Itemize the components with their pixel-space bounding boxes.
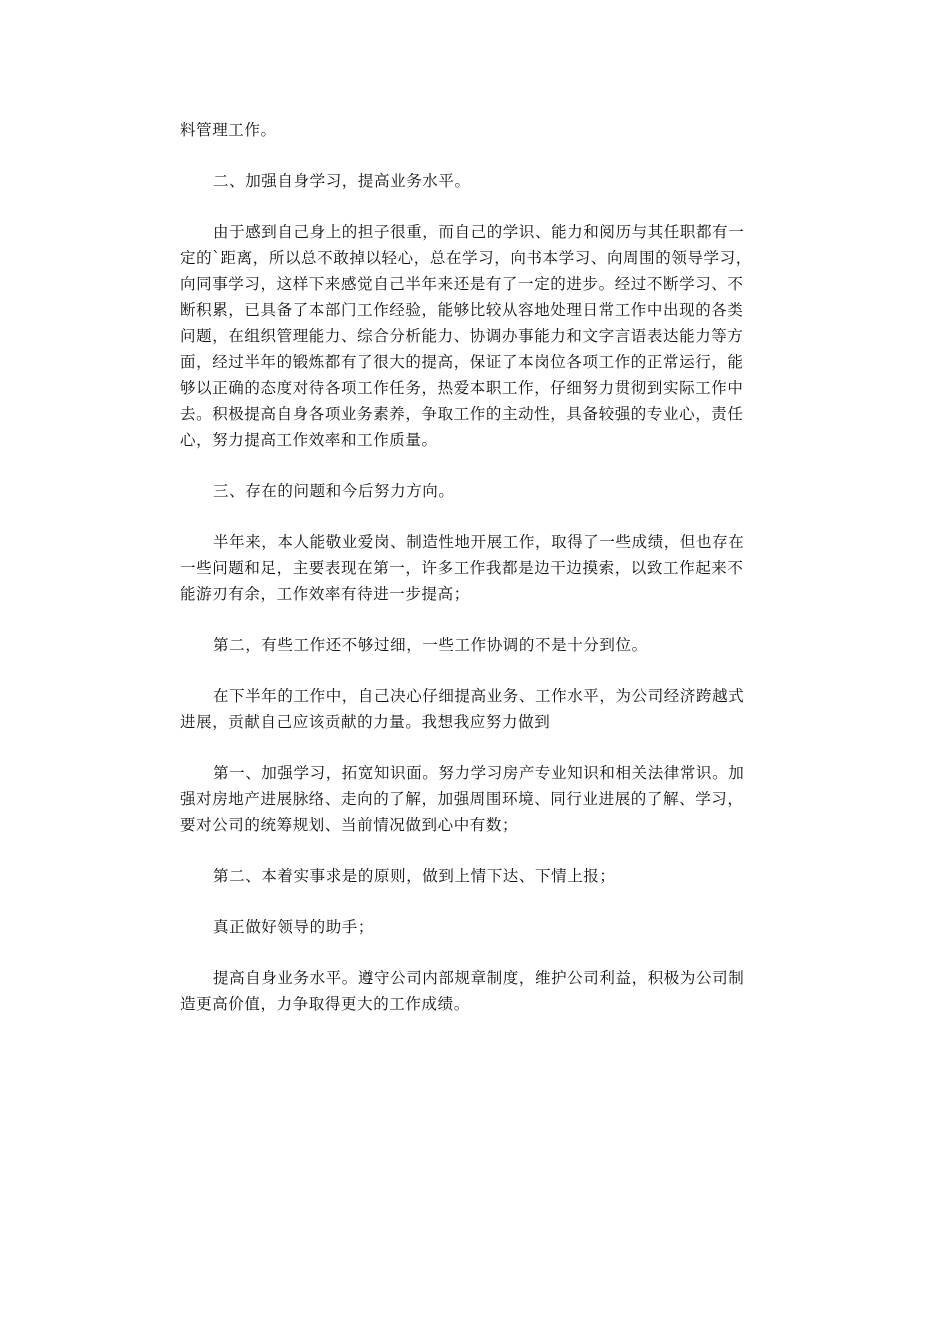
text-line: 要对公司的统筹规划、当前情况做到心中有数； xyxy=(180,816,519,834)
paragraph-assistant xyxy=(180,914,775,940)
text-line: 强对房地产进展脉络、走向的了解，加强周围环境、同行业进展的了解、学习， xyxy=(180,790,744,808)
text-line: 在下半年的工作中，自己决心仔细提高业务、工作水平，为公司经济跨越式 xyxy=(213,687,745,705)
text-line: 一些问题和足，主要表现在第一，许多工作我都是边干边摸索，以致工作起来不 xyxy=(180,559,744,577)
text-line: 进展，贡献自己应该贡献的力量。我想我应努力做到 xyxy=(180,713,551,731)
paragraph-plan xyxy=(180,683,775,735)
text-line: 半年来，本人能敬业爱岗、制造性地开展工作，取得了一些成绩，但也存在 xyxy=(213,533,745,551)
paragraph-problems xyxy=(180,529,775,607)
text-line: 能游刃有余，工作效率有待进一步提高； xyxy=(180,585,470,603)
paragraph-learning xyxy=(180,219,775,453)
heading-text: 二、加强自身学习，提高业务水平。 xyxy=(213,172,471,190)
text-line: 第二，有些工作还不够过细，一些工作协调的不是十分到位。 xyxy=(213,636,648,654)
document-body xyxy=(180,117,775,1042)
text-line: 断积累，已具备了本部门工作经验，能够比较从容地处理日常工作中出现的各类 xyxy=(180,301,744,319)
section-heading-3 xyxy=(180,478,775,504)
text-line: 第一、加强学习，拓宽知识面。努力学习房产专业知识和相关法律常识。加 xyxy=(213,764,745,782)
text-line: 面，经过半年的锻炼都有了很大的提高，保证了本岗位各项工作的正常运行，能 xyxy=(180,353,744,371)
text-line: 由于感到自己身上的担子很重，而自己的学识、能力和阅历与其任职都有一 xyxy=(213,223,745,241)
text-line: 第二、本着实事求是的原则，做到上情下达、下情上报； xyxy=(213,867,616,885)
paragraph-first-goal xyxy=(180,760,775,838)
section-heading-2 xyxy=(180,168,775,194)
text-line: 造更高价值，力争取得更大的工作成绩。 xyxy=(180,995,470,1013)
text-line: 提高自身业务水平。遵守公司内部规章制度，维护公司利益，积极为公司制 xyxy=(213,969,745,987)
paragraph-second-issue xyxy=(180,632,775,658)
text-line: 定的`距离，所以总不敢掉以轻心，总在学习，向书本学习、向周围的领导学习， xyxy=(180,249,752,267)
text-line: 真正做好领导的助手； xyxy=(213,918,375,936)
text-line: 问题，在组织管理能力、综合分析能力、协调办事能力和文字言语表达能力等方 xyxy=(180,327,744,345)
text-line: 料管理工作。 xyxy=(180,121,277,139)
paragraph-second-goal xyxy=(180,863,775,889)
text-line: 向同事学习，这样下来感觉自己半年来还是有了一定的进步。经过不断学习、不 xyxy=(180,275,744,293)
paragraph-continuation xyxy=(180,117,775,143)
text-line: 心，努力提高工作效率和工作质量。 xyxy=(180,431,438,449)
heading-text: 三、存在的问题和今后努力方向。 xyxy=(213,482,455,500)
text-line: 去。积极提高自身各项业务素养，争取工作的主动性，具备较强的专业心，责任 xyxy=(180,405,744,423)
text-line: 够以正确的态度对待各项工作任务，热爱本职工作，仔细努力贯彻到实际工作中 xyxy=(180,379,744,397)
paragraph-improve xyxy=(180,965,775,1017)
